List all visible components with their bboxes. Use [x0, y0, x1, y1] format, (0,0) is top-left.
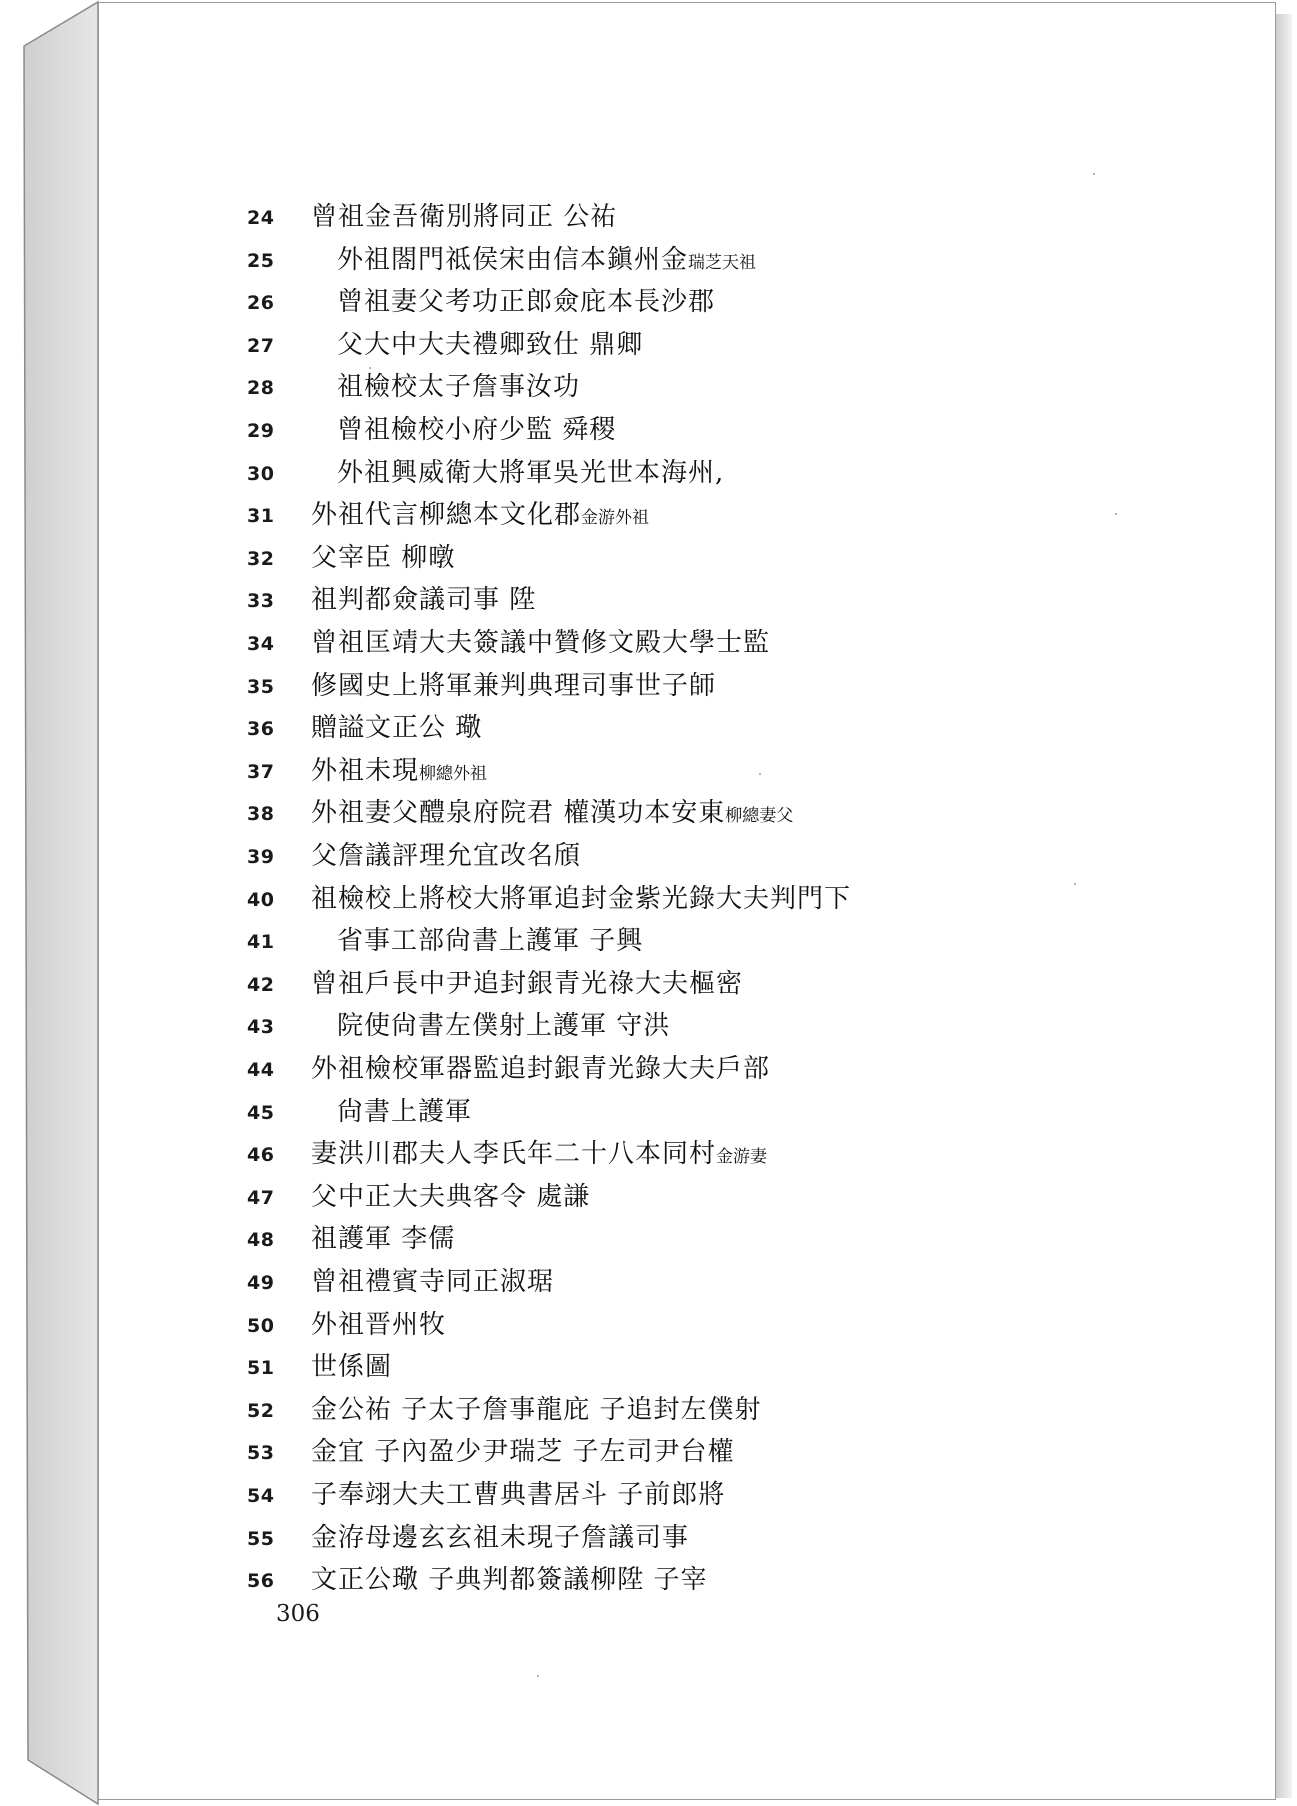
text-line [99, 753, 1275, 793]
line-main-text: 世係圖 [311, 1352, 393, 1382]
line-number: 54 [247, 1485, 275, 1507]
line-number: 26 [247, 292, 275, 314]
line-main-text: 金洊母邊玄玄祖未現子詹議司事 [311, 1523, 690, 1553]
line-main-text: 尙書上護軍 [337, 1097, 473, 1127]
line-text [311, 881, 851, 917]
line-number: 52 [247, 1400, 275, 1422]
text-line [99, 455, 1275, 495]
line-number: 30 [247, 463, 275, 485]
line-main-text: 外祖檢校軍器監追封銀青光錄大夫戶部 [311, 1054, 771, 1084]
line-number: 51 [247, 1357, 275, 1379]
text-line [99, 1051, 1275, 1091]
line-number: 41 [247, 931, 275, 953]
line-text [311, 1221, 455, 1257]
line-main-text: 外祖興威衛大將軍吳光世本海州, [337, 458, 725, 488]
book-page [98, 2, 1276, 1800]
text-line [99, 1094, 1275, 1134]
line-main-text: 曾祖匡靖大夫簽議中贊修文殿大學士監 [311, 628, 771, 658]
line-number: 42 [247, 974, 275, 996]
line-text [311, 753, 487, 792]
text-line [99, 625, 1275, 665]
text-line [99, 412, 1275, 452]
line-main-text: 曾祖金吾衛別將同正 公祐 [311, 202, 618, 232]
line-text [337, 369, 580, 405]
text-line [99, 1434, 1275, 1474]
text-line [99, 1477, 1275, 1517]
text-line [99, 1520, 1275, 1560]
line-text [337, 242, 756, 281]
line-number: 49 [247, 1272, 275, 1294]
text-line [99, 881, 1275, 921]
text-line [99, 582, 1275, 622]
line-number: 47 [247, 1187, 275, 1209]
line-text [311, 1434, 735, 1470]
line-text [311, 1264, 554, 1300]
line-main-text: 修國史上將軍兼判典理司事世子師 [311, 671, 717, 701]
line-number: 53 [247, 1442, 275, 1464]
text-line [99, 1221, 1275, 1261]
line-number: 40 [247, 889, 275, 911]
line-text [311, 1349, 392, 1385]
line-main-text: 外祖代言柳總本文化郡 [311, 500, 582, 530]
line-text [311, 625, 770, 661]
page-number: 306 [276, 1601, 320, 1627]
line-text [311, 668, 716, 704]
line-number: 56 [247, 1570, 275, 1592]
line-text [337, 1094, 472, 1130]
line-main-text: 祖護軍 李儒 [311, 1224, 456, 1254]
line-text [311, 1392, 762, 1428]
text-lines [99, 3, 1275, 1799]
text-line [99, 966, 1275, 1006]
line-number: 48 [247, 1229, 275, 1251]
line-number: 25 [247, 250, 275, 272]
scan-speck [1074, 883, 1076, 885]
text-line [99, 1392, 1275, 1432]
page-edge-shadow [1274, 14, 1292, 1798]
scan-speck [369, 367, 371, 369]
line-annotation: 金游妻 [716, 1147, 768, 1167]
line-text [311, 795, 793, 834]
line-number: 31 [247, 505, 275, 527]
text-line [99, 710, 1275, 750]
line-text [311, 582, 536, 618]
line-number: 46 [247, 1144, 275, 1166]
text-line [99, 1264, 1275, 1304]
line-text [311, 1562, 708, 1598]
line-annotation: 瑞芝天祖 [688, 253, 757, 273]
text-line [99, 795, 1275, 835]
line-number: 37 [247, 761, 275, 783]
book-spine [22, 0, 100, 1806]
line-number: 38 [247, 803, 275, 825]
line-number: 27 [247, 335, 275, 357]
line-text [311, 1136, 767, 1175]
line-text [311, 540, 455, 576]
text-line [99, 497, 1275, 537]
line-number: 32 [247, 548, 275, 570]
line-text [337, 1008, 670, 1044]
line-text [311, 1520, 689, 1556]
line-main-text: 院使尙書左僕射上護軍 守洪 [337, 1011, 671, 1041]
line-number: 34 [247, 633, 275, 655]
text-line [99, 1307, 1275, 1347]
line-annotation: 柳總外祖 [419, 764, 488, 784]
line-main-text: 外祖妻父醴泉府院君 權漢功本安東 [311, 798, 726, 828]
line-text [311, 497, 649, 536]
line-main-text: 外祖未現 [311, 756, 420, 786]
line-number: 36 [247, 718, 275, 740]
line-main-text: 省事工部尙書上護軍 子興 [337, 926, 644, 956]
line-number: 33 [247, 590, 275, 612]
line-text [311, 966, 743, 1002]
text-line [99, 1136, 1275, 1176]
text-line [99, 1349, 1275, 1389]
line-text [311, 1051, 770, 1087]
line-main-text: 曾祖妻父考功正郎僉庇本長沙郡 [337, 287, 716, 317]
line-number: 35 [247, 676, 275, 698]
line-number: 43 [247, 1016, 275, 1038]
text-line [99, 668, 1275, 708]
text-line [99, 284, 1275, 324]
line-main-text: 妻洪川郡夫人李氏年二十八本同村 [311, 1139, 717, 1169]
text-line [99, 199, 1275, 239]
line-main-text: 曾祖檢校小府少監 舜稷 [337, 415, 617, 445]
line-main-text: 曾祖戶長中尹追封銀青光祿大夫樞密 [311, 969, 744, 999]
text-line [99, 1562, 1275, 1602]
line-main-text: 祖判都僉議司事 陞 [311, 585, 537, 615]
line-annotation: 柳總妻父 [725, 806, 794, 826]
scan-speck [537, 1675, 539, 1677]
line-text [311, 710, 482, 746]
line-main-text: 文正公璥 子典判都簽議柳陞 子宰 [311, 1565, 708, 1595]
text-line [99, 1179, 1275, 1219]
line-text [337, 412, 616, 448]
line-text [337, 923, 643, 959]
line-number: 28 [247, 377, 275, 399]
scan-speck [759, 773, 761, 775]
line-main-text: 父宰臣 柳暾 [311, 543, 456, 573]
line-text [311, 838, 581, 874]
line-text [311, 1179, 590, 1215]
text-line [99, 327, 1275, 367]
line-main-text: 父詹議評理允宜改名頎 [311, 841, 582, 871]
line-text [337, 284, 715, 320]
line-main-text: 贈謚文正公 璥 [311, 713, 483, 743]
scan-speck [1115, 513, 1117, 515]
text-line [99, 242, 1275, 282]
line-number: 39 [247, 846, 275, 868]
line-text [311, 1477, 725, 1513]
text-line [99, 1008, 1275, 1048]
line-main-text: 祖檢校上將校大將軍追封金紫光錄大夫判門下 [311, 884, 852, 914]
line-main-text: 父大中大夫禮卿致仕 鼎卿 [337, 330, 644, 360]
line-main-text: 曾祖禮賓寺同正淑琚 [311, 1267, 555, 1297]
line-main-text: 金宜 子內盈少尹瑞芝 子左司尹台權 [311, 1437, 735, 1467]
line-text [337, 455, 724, 491]
text-line [99, 923, 1275, 963]
line-main-text: 外祖晋州牧 [311, 1310, 447, 1340]
line-annotation: 金游外祖 [581, 508, 650, 528]
line-main-text: 祖檢校太子詹事汝功 [337, 372, 581, 402]
line-number: 45 [247, 1102, 275, 1124]
line-number: 50 [247, 1315, 275, 1337]
line-number: 55 [247, 1528, 275, 1550]
line-text [311, 1307, 446, 1343]
line-number: 44 [247, 1059, 275, 1081]
line-number: 29 [247, 420, 275, 442]
line-main-text: 子奉翊大夫工曹典書居斗 子前郎將 [311, 1480, 726, 1510]
text-line [99, 838, 1275, 878]
text-line [99, 369, 1275, 409]
scan-speck [1093, 173, 1095, 175]
line-text [337, 327, 643, 363]
line-text [311, 199, 617, 235]
line-main-text: 外祖閤門祗侯宋由信本鎭州金 [337, 245, 689, 275]
line-main-text: 父中正大夫典客令 處謙 [311, 1182, 591, 1212]
line-main-text: 金公祐 子太子詹事龍庇 子追封左僕射 [311, 1395, 762, 1425]
line-number: 24 [247, 207, 275, 229]
text-line [99, 540, 1275, 580]
